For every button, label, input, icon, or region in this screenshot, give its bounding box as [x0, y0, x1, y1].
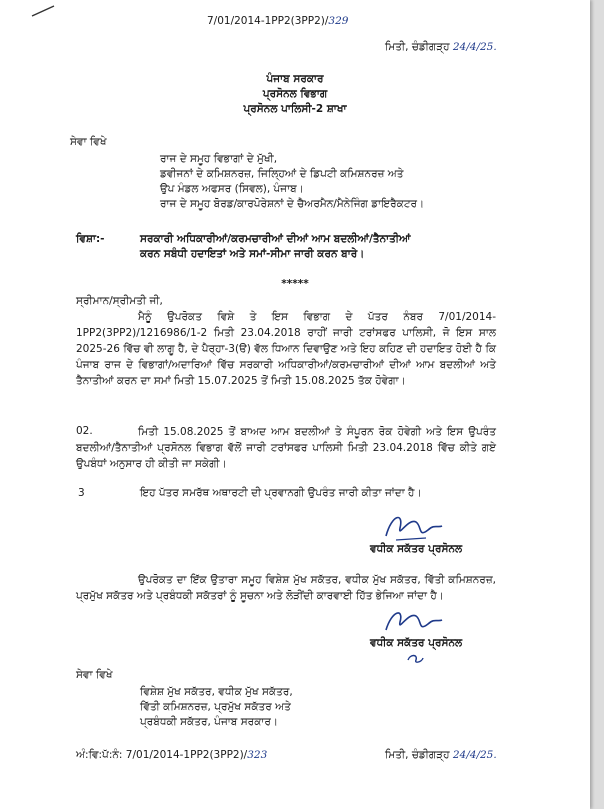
recipient-line-1: ਰਾਜ ਦੇ ਸਮੂਹ ਵਿਭਾਗਾਂ ਦੇ ਮੁੱਖੀ, [160, 153, 278, 165]
paragraph-2: ਮਿਤੀ 15.08.2025 ਤੋਂ ਬਾਅਦ ਆਮ ਬਦਲੀਆਂ ਤੇ ਸੰਪੂਰਨ ਰੋਕ ਹੋਵੇਗੀ ਅਤੇ ਇਸ ਉਪਰੰਤ ਬਦਲੀਆਂ/ਤੈਨਾਤੀਆਂ ਪ੍ਰਸੋਨਲ ਵਿਭਾਗ ਵੱਲੋਂ ਜਾਰੀ ਟਰਾਂਸਫਰ ਪਾਲਿਸੀ ਮਿਤੀ 23.04.2018 ਵਿੱਚ ਕੀਤੇ ਗਏ ਉਪਬੰਧਾਂ ਅਨੁਸਾਰ ਹੀ ਕੀਤੀ ਜਾ ਸਕੇਗੀ। [76, 426, 496, 470]
endorsement-date: ਮਿਤੀ, ਚੰਡੀਗੜ੍ਹ 24/4/25. [385, 749, 497, 761]
paragraph-2-number: 02. [76, 425, 93, 437]
signatory-title-1: ਵਧੀਕ ਸਕੱਤਰ ਪ੍ਰਸੋਨਲ [370, 543, 463, 555]
subject-line-1: ਸਰਕਾਰੀ ਅਧਿਕਾਰੀਆਂ/ਕਰਮਚਾਰੀਆਂ ਦੀਆਂ ਆਮ ਬਦਲੀਆਂ/ਤੈਨਾਤੀਆਂ [140, 233, 411, 245]
department-name: ਪ੍ਰਸੋਨਲ ਵਿਭਾਗ [262, 88, 328, 100]
copy-paragraph: ਉਪਰੋਕਤ ਦਾ ਇੱਕ ਉਤਾਰਾ ਸਮੂਹ ਵਿਸ਼ੇਸ਼ ਮੁੱਖ ਸਕੱਤਰ, ਵਧੀਕ ਮੁੱਖ ਸਕੱਤਰ, ਵਿੱਤੀ ਕਮਿਸ਼ਨਰਜ਼, ਪ੍ਰਮੁੱਖ ਸਕੱਤਰ ਅਤੇ ਪ੍ਰਬੰਧਕੀ ਸਕੱਤਰਾਂ ਨੂੰ ਸੂਚਨਾ ਅਤੇ ਲੋੜੀਂਦੀ ਕਾਰਵਾਈ ਹਿੱਤ ਭੇਜਿਆ ਜਾਂਦਾ ਹੈ। [76, 574, 496, 602]
handwritten-signature-2 [378, 604, 448, 638]
subject-label: ਵਿਸ਼ਾ:- [76, 233, 105, 245]
recipient-line-3: ਉਪ ਮੰਡਲ ਅਫਸਰ (ਸਿਵਲ), ਪੰਜਾਬ। [160, 183, 304, 195]
subject-line-2: ਕਰਨ ਸਬੰਧੀ ਹਦਾਇਤਾਂ ਅਤੇ ਸਮਾਂ-ਸੀਮਾ ਜਾਰੀ ਕਰਨ ਬਾਰੇ। [140, 248, 365, 260]
signatory-title-2: ਵਧੀਕ ਸਕੱਤਰ ਪ੍ਰਸੋਨਲ [370, 637, 463, 649]
copy-recipient-line-3: ਪ੍ਰਬੰਧਕੀ ਸਕੱਤਰ, ਪੰਜਾਬ ਸਰਕਾਰ। [140, 716, 278, 728]
copy-recipients-label: ਸੇਵਾ ਵਿਖੇ [76, 669, 113, 681]
separator-stars: ***** [281, 278, 309, 290]
reference-number: 7/01/2014-1PP2(3PP2)/329 [207, 15, 349, 27]
copy-recipient-line-2: ਵਿੱਤੀ ਕਮਿਸ਼ਨਰਜ਼, ਪ੍ਰਮੁੱਖ ਸਕੱਤਰ ਅਤੇ [140, 701, 291, 713]
copy-recipient-line-1: ਵਿਸ਼ੇਸ਼ ਮੁੱਖ ਸਕੱਤਰ, ਵਧੀਕ ਮੁੱਖ ਸਕੱਤਰ, [140, 686, 293, 698]
handwritten-initial-mark [404, 652, 426, 666]
paragraph-1: ਮੈਨੂੰ ਉਪਰੋਕਤ ਵਿਸ਼ੇ ਤੇ ਇਸ ਵਿਭਾਗ ਦੇ ਪੱਤਰ ਨੰਬਰ 7/01/2014-1PP2(3PP2)/1216986/1-2 ਮਿਤੀ 23.04.2018 ਰਾਹੀਂ ਜਾਰੀ ਟਰਾਂਸਫਰ ਪਾਲਿਸੀ, ਜੋ ਇਸ ਸਾਲ 2025-26 ਵਿੱਚ ਵੀ ਲਾਗੂ ਹੈ, ਦੇ ਪੈਰ੍ਹਾ-3(ੳ) ਵੱਲ ਧਿਆਨ ਦਿਵਾਉਣ ਅਤੇ ਇਹ ਕਹਿਣ ਦੀ ਹਦਾਇਤ ਹੋਈ ਹੈ ਕਿ ਪੰਜਾਬ ਰਾਜ ਦੇ ਵਿਭਾਗਾਂ/ਅਦਾਰਿਆਂ ਵਿੱਚ ਸਰਕਾਰੀ ਅਧਿਕਾਰੀਆਂ/ਕਰਮਚਾਰੀਆਂ ਦੀਆਂ ਆਮ ਬਦਲੀਆਂ ਅਤੇ ਤੈਨਾਤੀਆਂ ਕਰਨ ਦਾ ਸਮਾਂ ਮਿਤੀ 15.07.2025 ਤੋਂ ਮਿਤੀ 15.08.2025 ਤੱਕ ਹੋਵੇਗਾ। [76, 311, 496, 387]
recipient-line-2: ਡਵੀਜਨਾਂ ਦੇ ਕਮਿਸ਼ਨਰਜ਼, ਜਿਲ੍ਹਿਆਂ ਦੇ ਡਿਪਟੀ ਕਮਿਸ਼ਨਰਜ਼ ਅਤੇ [160, 168, 404, 180]
issue-date: ਮਿਤੀ, ਚੰਡੀਗੜ੍ਹ 24/4/25. [385, 41, 497, 53]
handwritten-signature-1 [378, 508, 448, 546]
pen-stroke-mark [30, 4, 56, 18]
paragraph-3-number: 3 [78, 487, 85, 499]
recipient-line-4: ਰਾਜ ਦੇ ਸਮੂਹ ਬੋਰਡ/ਕਾਰਪੋਰੇਸ਼ਨਾਂ ਦੇ ਚੈਅਰਮੈਨ/ਮੈਨੇਜਿੰਗ ਡਾਇਰੈਕਟਰ। [160, 198, 425, 210]
government-name: ਪੰਜਾਬ ਸਰਕਾਰ [266, 73, 324, 85]
endorsement-number: ਅੰ:ਵਿ:ਪੱ:ਨੰ: 7/01/2014-1PP2(3PP2)/323 [76, 749, 268, 761]
salutation: ਸ੍ਰੀਮਾਨ/ਸ੍ਰੀਮਤੀ ਜੀ, [76, 295, 163, 307]
branch-name: ਪ੍ਰਸੋਨਲ ਪਾਲਿਸੀ-2 ਸ਼ਾਖਾ [243, 103, 347, 115]
recipients-label: ਸੇਵਾ ਵਿਖੇ [70, 136, 107, 148]
paragraph-3: ਇਹ ਪੱਤਰ ਸਮਰੱਥ ਅਥਾਰਟੀ ਦੀ ਪ੍ਰਵਾਨਗੀ ਉਪਰੰਤ ਜਾਰੀ ਕੀਤਾ ਜਾਂਦਾ ਹੈ। [140, 487, 422, 499]
